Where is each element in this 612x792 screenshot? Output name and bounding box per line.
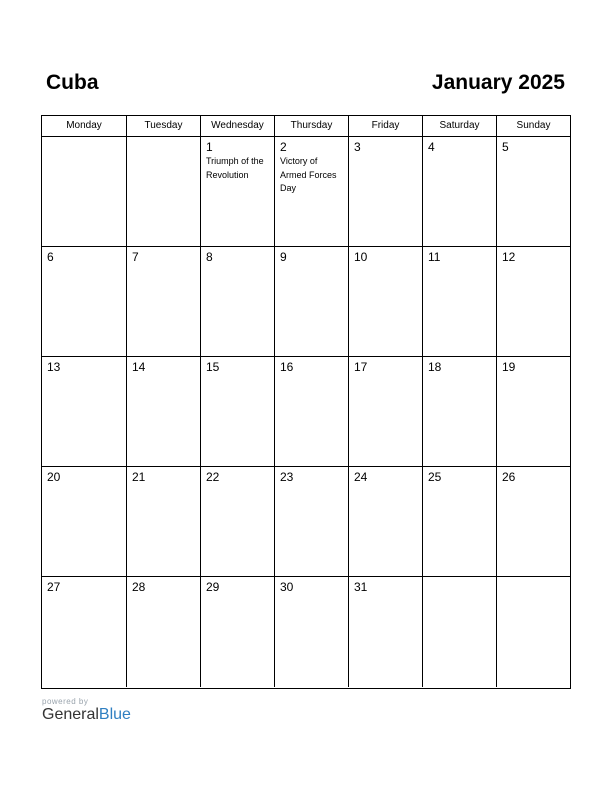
day-number: 5 bbox=[502, 140, 509, 154]
day-cell bbox=[275, 577, 349, 687]
week-row bbox=[42, 467, 570, 577]
day-number: 3 bbox=[354, 140, 361, 154]
month-title: January 2025 bbox=[431, 71, 565, 94]
day-number: 29 bbox=[206, 580, 220, 594]
day-number: 20 bbox=[47, 470, 61, 484]
day-number: 15 bbox=[206, 360, 220, 374]
day-cell bbox=[349, 137, 423, 246]
day-cell bbox=[349, 467, 423, 576]
day-number: 21 bbox=[132, 470, 146, 484]
weekday-tuesday: Tuesday bbox=[127, 116, 201, 136]
day-cell bbox=[349, 247, 423, 356]
day-cell bbox=[127, 467, 201, 576]
day-number: 9 bbox=[280, 250, 287, 264]
day-cell bbox=[201, 137, 275, 246]
day-number: 23 bbox=[280, 470, 294, 484]
day-cell bbox=[42, 137, 127, 246]
calendar-grid bbox=[41, 115, 571, 689]
day-number: 22 bbox=[206, 470, 220, 484]
day-number: 10 bbox=[354, 250, 368, 264]
day-number: 7 bbox=[132, 250, 139, 264]
day-number: 8 bbox=[206, 250, 213, 264]
week-row bbox=[42, 577, 570, 687]
holiday-label: Victory of Armed Forces Day bbox=[280, 156, 337, 193]
day-cell bbox=[349, 357, 423, 466]
day-cell bbox=[423, 577, 497, 687]
day-number: 16 bbox=[280, 360, 294, 374]
country-title: Cuba bbox=[46, 71, 99, 94]
week-row bbox=[42, 357, 570, 467]
day-number: 6 bbox=[47, 250, 54, 264]
day-cell bbox=[127, 577, 201, 687]
day-number: 30 bbox=[280, 580, 294, 594]
day-cell bbox=[127, 357, 201, 466]
weekday-header-row bbox=[42, 116, 570, 137]
day-cell bbox=[497, 247, 570, 356]
day-number: 19 bbox=[502, 360, 516, 374]
day-cell bbox=[423, 357, 497, 466]
day-cell bbox=[275, 467, 349, 576]
day-number: 4 bbox=[428, 140, 435, 154]
day-cell bbox=[42, 467, 127, 576]
day-cell bbox=[201, 357, 275, 466]
day-number: 2 bbox=[280, 140, 287, 154]
day-cell bbox=[497, 467, 570, 576]
day-cell bbox=[497, 577, 570, 687]
day-cell bbox=[423, 137, 497, 246]
week-row bbox=[42, 137, 570, 247]
day-cell bbox=[275, 137, 349, 246]
day-cell bbox=[349, 577, 423, 687]
weekday-saturday: Saturday bbox=[423, 116, 497, 136]
calendar-header bbox=[41, 70, 571, 100]
day-cell bbox=[201, 467, 275, 576]
day-cell bbox=[42, 357, 127, 466]
day-number: 31 bbox=[354, 580, 368, 594]
weekday-monday: Monday bbox=[42, 116, 127, 136]
day-cell bbox=[201, 247, 275, 356]
powered-by-text: powered by bbox=[42, 697, 89, 706]
brand-blue-text: Blue bbox=[98, 706, 131, 723]
day-cell bbox=[201, 577, 275, 687]
day-number: 14 bbox=[132, 360, 146, 374]
day-cell bbox=[42, 247, 127, 356]
day-number: 28 bbox=[132, 580, 146, 594]
day-cell bbox=[423, 467, 497, 576]
weekday-friday: Friday bbox=[349, 116, 423, 136]
weekday-wednesday: Wednesday bbox=[201, 116, 275, 136]
week-row bbox=[42, 247, 570, 357]
day-number: 27 bbox=[47, 580, 61, 594]
day-number: 1 bbox=[206, 140, 213, 154]
day-cell bbox=[127, 137, 201, 246]
weekday-thursday: Thursday bbox=[275, 116, 349, 136]
day-cell bbox=[275, 247, 349, 356]
day-cell bbox=[275, 357, 349, 466]
brand-general-text: General bbox=[42, 706, 99, 723]
day-cell bbox=[423, 247, 497, 356]
day-cell bbox=[497, 357, 570, 466]
generalblue-logo[interactable] bbox=[42, 706, 131, 724]
day-cell bbox=[497, 137, 570, 246]
day-number: 24 bbox=[354, 470, 368, 484]
weeks-container bbox=[42, 137, 570, 687]
day-number: 18 bbox=[428, 360, 442, 374]
footer-branding bbox=[42, 697, 131, 724]
day-cell bbox=[127, 247, 201, 356]
day-number: 13 bbox=[47, 360, 61, 374]
day-number: 26 bbox=[502, 470, 516, 484]
day-number: 17 bbox=[354, 360, 368, 374]
weekday-sunday: Sunday bbox=[516, 120, 551, 131]
day-cell bbox=[42, 577, 127, 687]
day-number: 12 bbox=[502, 250, 516, 264]
day-number: 11 bbox=[428, 250, 441, 264]
day-number: 25 bbox=[428, 470, 442, 484]
holiday-label: Triumph of the Revolution bbox=[206, 156, 264, 180]
